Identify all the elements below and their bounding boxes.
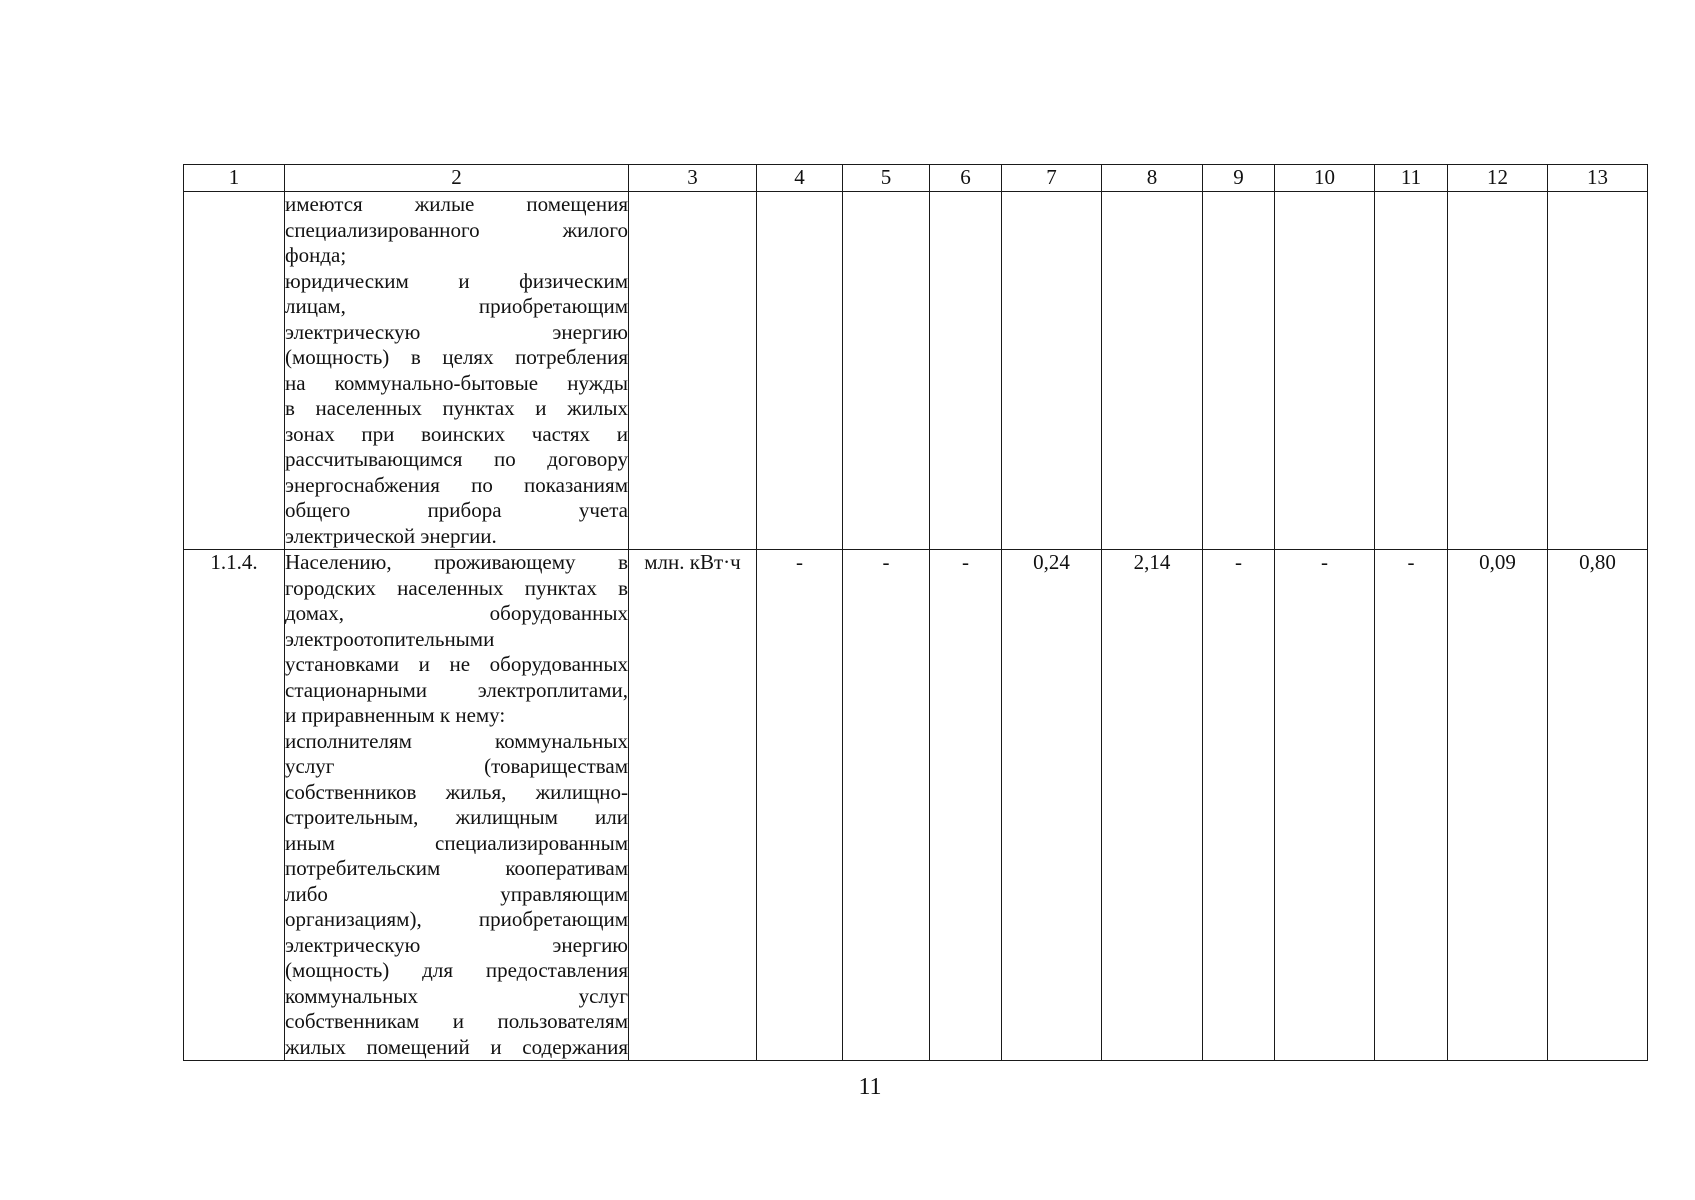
row-number-cell bbox=[184, 192, 285, 550]
description-line: городских населенных пунктах в bbox=[285, 575, 628, 600]
description-line: потребительским кооперативам bbox=[285, 856, 628, 880]
description-line: Населению, проживающему в bbox=[285, 550, 628, 574]
value-cell-col-6 bbox=[930, 192, 1002, 550]
value-cell-col-12 bbox=[1448, 192, 1548, 550]
value-cell-col-12: 0,09 bbox=[1448, 550, 1548, 1061]
description-line: в населенных пунктах и жилых bbox=[285, 396, 628, 420]
column-header-9: 9 bbox=[1203, 165, 1275, 192]
description-line: и приравненным к нему: bbox=[285, 703, 506, 727]
column-header-3: 3 bbox=[629, 165, 757, 192]
column-header-6: 6 bbox=[930, 165, 1002, 192]
value-cell-col-7 bbox=[1002, 192, 1102, 550]
value-cell-col-6: - bbox=[930, 550, 1002, 1061]
column-header-12: 12 bbox=[1448, 165, 1548, 192]
unit-cell bbox=[629, 192, 757, 550]
description-line: собственников жилья, жилищно- bbox=[285, 779, 628, 804]
description-line: фонда; bbox=[285, 243, 347, 267]
description-line: имеются жилые помещения bbox=[285, 192, 628, 216]
value-cell-col-8: 2,14 bbox=[1102, 550, 1203, 1061]
column-header-2: 2 bbox=[285, 165, 629, 192]
tariff-table bbox=[183, 164, 1648, 1061]
description-line: жилых помещений и содержания bbox=[285, 1034, 628, 1059]
description-line: зонах при воинских частях и bbox=[285, 421, 628, 446]
description-line: на коммунально-бытовые нужды bbox=[285, 370, 628, 395]
value-cell-col-4: - bbox=[757, 550, 843, 1061]
value-cell-col-9: - bbox=[1203, 550, 1275, 1061]
description-line: общего прибора учета bbox=[285, 498, 628, 522]
description-line: домах, оборудованных bbox=[285, 601, 628, 625]
description-line: исполнителям коммунальных bbox=[285, 728, 628, 753]
table-row bbox=[184, 550, 1648, 1061]
column-header-7: 7 bbox=[1002, 165, 1102, 192]
value-cell-col-13: 0,80 bbox=[1548, 550, 1648, 1061]
description-line: (мощность) в целях потребления bbox=[285, 345, 628, 369]
row-description-cell bbox=[285, 550, 629, 1061]
column-header-4: 4 bbox=[757, 165, 843, 192]
value-cell-col-5 bbox=[843, 192, 930, 550]
page-number: 11 bbox=[858, 1074, 882, 1100]
description-line: либо управляющим bbox=[285, 881, 628, 906]
value-cell-col-9 bbox=[1203, 192, 1275, 550]
description-line: электрической энергии. bbox=[285, 523, 497, 548]
header-row bbox=[184, 165, 1648, 192]
column-header-10: 10 bbox=[1275, 165, 1375, 192]
description-line: строительным, жилищным или bbox=[285, 805, 628, 829]
description-line: установками и не оборудованных bbox=[285, 652, 628, 676]
value-cell-col-4 bbox=[757, 192, 843, 550]
description-line: юридическим и физическим bbox=[285, 268, 628, 293]
description-line: организациям), приобретающим bbox=[285, 907, 628, 931]
unit-cell: млн. кВт·ч bbox=[629, 550, 757, 1061]
column-header-1: 1 bbox=[184, 165, 285, 192]
value-cell-col-5: - bbox=[843, 550, 930, 1061]
value-cell-col-8 bbox=[1102, 192, 1203, 550]
column-header-13: 13 bbox=[1548, 165, 1648, 192]
description-line: электрическую энергию bbox=[285, 932, 628, 957]
row-number-cell: 1.1.4. bbox=[184, 550, 285, 1061]
value-cell-col-11 bbox=[1375, 192, 1448, 550]
column-header-8: 8 bbox=[1102, 165, 1203, 192]
row-description-cell bbox=[285, 192, 629, 550]
column-header-11: 11 bbox=[1375, 165, 1448, 192]
description-line: иным специализированным bbox=[285, 830, 628, 855]
value-cell-col-10 bbox=[1275, 192, 1375, 550]
description-line: услуг (товариществам bbox=[285, 754, 628, 778]
description-line: рассчитывающимся по договору bbox=[285, 447, 628, 471]
value-cell-col-11: - bbox=[1375, 550, 1448, 1061]
table-row bbox=[184, 192, 1648, 550]
value-cell-col-13 bbox=[1548, 192, 1648, 550]
description-line: стационарными электроплитами, bbox=[285, 677, 628, 702]
column-header-5: 5 bbox=[843, 165, 930, 192]
description-line: специализированного жилого bbox=[285, 217, 628, 242]
description-line: энергоснабжения по показаниям bbox=[285, 472, 628, 497]
description-line: коммунальных услуг bbox=[285, 983, 628, 1008]
description-line: электрическую энергию bbox=[285, 319, 628, 344]
description-line: (мощность) для предоставления bbox=[285, 958, 628, 982]
value-cell-col-10: - bbox=[1275, 550, 1375, 1061]
description-line: электроотопительными bbox=[285, 626, 495, 651]
description-line: лицам, приобретающим bbox=[285, 294, 628, 318]
value-cell-col-7: 0,24 bbox=[1002, 550, 1102, 1061]
description-line: собственникам и пользователям bbox=[285, 1009, 628, 1033]
